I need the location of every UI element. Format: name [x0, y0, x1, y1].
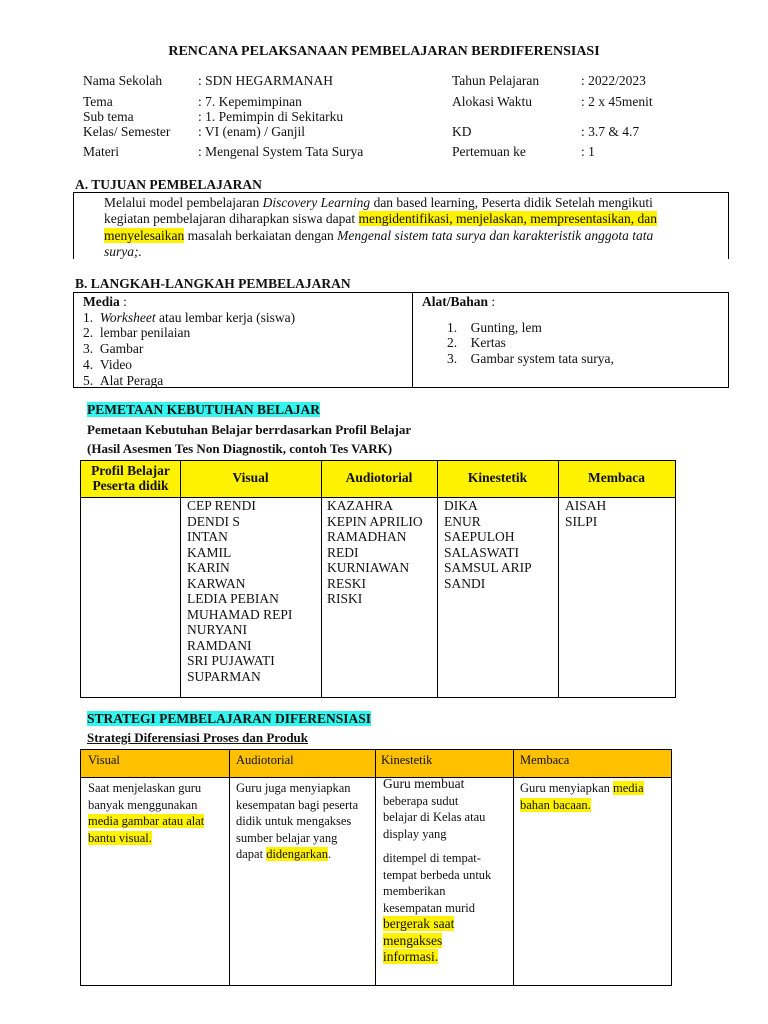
- identity-label: Pertemuan ke: [452, 144, 526, 159]
- identity-label: Nama Sekolah: [83, 73, 163, 88]
- tujuan-box: [73, 192, 729, 259]
- student-name: RAMADHAN: [327, 529, 407, 544]
- tujuan-line: Melalui model pembelajaran Discovery Learning dan based learning, Peserta didik Setelah mengikuti: [104, 195, 653, 210]
- identity-label: Materi: [83, 144, 119, 159]
- highlight: mengidentifikasi, menjelaskan, mempresentasikan, dan: [358, 211, 657, 226]
- student-name: DIKA: [444, 498, 478, 513]
- highlight: menyelesaikan: [104, 228, 185, 243]
- student-name: SAEPULOH: [444, 529, 515, 544]
- student-name: CEP RENDI: [187, 498, 256, 513]
- student-name: RESKI: [327, 575, 367, 591]
- tujuan-italic: Discovery Learning: [262, 195, 371, 210]
- strategi-table: [80, 749, 672, 986]
- student-name: SILPI: [565, 513, 598, 529]
- pemetaan-sub2: (Hasil Asesmen Tes Non Diagnostik, contoh Tes VARK): [87, 441, 393, 456]
- pemetaan-heading: PEMETAAN KEBUTUHAN BELAJAR: [87, 402, 321, 417]
- strat-header-kinestetik: Kinestetik: [381, 753, 433, 767]
- strategi-heading: STRATEGI PEMBELAJARAN DIFERENSIASI: [87, 711, 372, 726]
- student-name: SANDI: [444, 575, 486, 591]
- identity-value: : SDN HEGARMANAH: [198, 73, 334, 88]
- identity-value: : 2022/2023: [581, 73, 646, 88]
- student-name: DENDI S: [187, 513, 240, 529]
- section-b-heading: B. LANGKAH-LANGKAH PEMBELAJARAN: [75, 276, 351, 291]
- student-name: AISAH: [565, 498, 607, 513]
- strat-header-membaca: Membaca: [520, 753, 570, 767]
- strat-header-visual: Visual: [88, 753, 120, 767]
- identity-value: : 3.7 & 4.7: [581, 124, 640, 139]
- student-name: KAMIL: [187, 544, 232, 560]
- media-table: [73, 292, 729, 388]
- student-name: KAZAHRA: [327, 498, 393, 513]
- student-name: NURYANI: [187, 622, 248, 637]
- strat-audio-cell: Guru juga menyiapkan kesempatan bagi peserta didik untuk mengakses sumber belajar yang dapat didengarkan.: [236, 781, 359, 861]
- strat-visual-cell: Saat menjelaskan guru banyak menggunakan media gambar atau alat bantu visual.: [88, 781, 205, 845]
- identity-label: Tema: [83, 94, 113, 109]
- student-name: SALASWATI: [444, 544, 520, 560]
- student-name: KURNIAWAN: [327, 560, 410, 575]
- student-name: KARWAN: [187, 575, 246, 591]
- alat-cell: Alat/Bahan : 1. Gunting, lem 2. Kertas 3. Gambar system tata surya,: [422, 294, 614, 366]
- identity-label: KD: [452, 124, 472, 139]
- student-name: RAMDANI: [187, 637, 252, 653]
- header-visual: Visual: [232, 470, 269, 485]
- header-membaca: Membaca: [588, 470, 645, 485]
- student-name: SUPARMAN: [187, 668, 261, 684]
- document-title: RENCANA PELAKSANAAN PEMBELAJARAN BERDIFERENSIASI: [168, 44, 600, 59]
- kines-list: [444, 498, 532, 591]
- student-name: KEPIN APRILIO: [327, 513, 423, 529]
- identity-value: : 7. Kepemimpinan: [198, 94, 302, 109]
- identity-row: [83, 73, 162, 89]
- strat-header-audiotorial: Audiotorial: [236, 753, 294, 767]
- tujuan-line: surya;.: [104, 244, 142, 259]
- section-a-heading: A. TUJUAN PEMBELAJARAN: [75, 177, 262, 192]
- audio-list: [327, 498, 423, 607]
- media-cell: Media : 1. Worksheet atau lembar kerja (siswa) 2. lembar penilaian 3. Gambar 4. Video 5. Alat Peraga: [83, 294, 296, 388]
- header-kinestetik: Kinestetik: [467, 470, 528, 485]
- profil-table: [80, 460, 676, 698]
- student-name: LEDIA PEBIAN: [187, 591, 279, 606]
- identity-label: Kelas/ Semester: [83, 124, 171, 139]
- header-audiotorial: Audiotorial: [345, 470, 413, 485]
- membaca-list: [565, 498, 606, 529]
- header-profil: Profil Belajar Peserta didik: [91, 463, 170, 493]
- student-name: REDI: [327, 544, 359, 560]
- strat-membaca-cell: Guru menyiapkan media bahan bacaan.: [520, 781, 644, 812]
- student-name: RISKI: [327, 591, 363, 606]
- pemetaan-sub1: Pemetaan Kebutuhan Belajar berrdasarkan Profil Belajar: [87, 422, 412, 437]
- student-name: SRI PUJAWATI: [187, 653, 275, 668]
- identity-value: : 1: [581, 144, 595, 159]
- tujuan-line: menyelesaikan masalah berkaiatan dengan Mengenal sistem tata surya dan karakteristik anggota tata: [104, 228, 654, 243]
- identity-label: Sub tema: [83, 109, 134, 124]
- strat-kines-cell: Guru membuat beberapa sudut belajar di Kelas atau display yang ditempel di tempat- tempat berbeda untuk memberikan kesempatan murid bergerak saat mengakses informasi.: [383, 776, 492, 964]
- identity-value: : 2 x 45menit: [581, 94, 653, 109]
- identity-value: : VI (enam) / Ganjil: [198, 124, 305, 139]
- strategi-sub: Strategi Diferensiasi Proses dan Produk: [87, 730, 309, 745]
- identity-label: Tahun Pelajaran: [452, 73, 540, 88]
- tujuan-line: kegiatan pembelajaran diharapkan siswa dapat mengidentifikasi, menjelaskan, mempresentasikan, dan: [104, 211, 657, 226]
- identity-value: : Mengenal System Tata Surya: [198, 144, 364, 159]
- identity-value: : 1. Pemimpin di Sekitarku: [198, 109, 344, 124]
- student-name: KARIN: [187, 560, 230, 575]
- student-name: INTAN: [187, 529, 228, 544]
- student-name: MUHAMAD REPI: [187, 606, 293, 622]
- student-name: SAMSUL ARIP: [444, 560, 532, 575]
- visual-list: [187, 498, 292, 684]
- student-name: ENUR: [444, 513, 481, 529]
- identity-label: Alokasi Waktu: [452, 94, 533, 109]
